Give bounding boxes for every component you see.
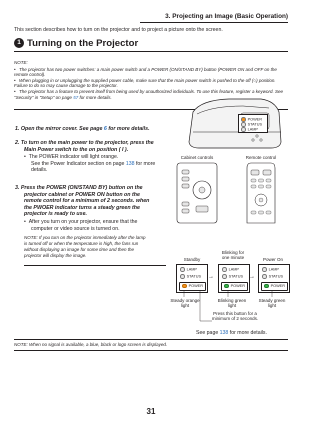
bullet-icon: • bbox=[14, 66, 16, 72]
note-rule bbox=[24, 265, 166, 266]
note-item: • The projector has two power switches: a main power switch and a POWER (ON/STAND BY) button (POWER ON and OFF on the remote control). bbox=[14, 66, 277, 78]
note-block bbox=[14, 60, 290, 100]
standby-indicator-panel: LAMP STATUS POWER bbox=[176, 264, 208, 293]
step-3-bullet-line-2: computer or video source is turned on. bbox=[31, 225, 120, 232]
lamp-led-icon bbox=[241, 127, 246, 132]
status-led-icon bbox=[241, 122, 246, 127]
cabinet-controls-label: Cabinet controls bbox=[180, 155, 214, 160]
power-led-icon bbox=[241, 117, 246, 122]
cabinet-controls-illustration bbox=[176, 162, 218, 224]
page-number: 31 bbox=[146, 407, 156, 416]
lamp-led-icon bbox=[222, 267, 227, 272]
step-2-bullet-line-3: details. bbox=[31, 167, 48, 173]
page-link[interactable]: 138 bbox=[219, 330, 229, 336]
section-header: 3. Projecting an Image (Basic Operation) bbox=[165, 13, 288, 20]
blinking-green-caption: Blinking green light bbox=[217, 298, 247, 309]
blinking-label: Blinking for one minute bbox=[221, 250, 245, 261]
heading-rule bbox=[14, 51, 288, 52]
power-button[interactable]: POWER bbox=[221, 282, 248, 291]
lamp-led-icon bbox=[262, 267, 267, 272]
step-3-line-2: projector cabinet or POWER ON button on the bbox=[24, 191, 140, 198]
step-3-line-3: remote control for a minimum of 2 seconds. when bbox=[24, 198, 150, 204]
bullet-icon: • bbox=[24, 219, 29, 225]
lamp-led-icon bbox=[180, 267, 185, 272]
standby-label: Standby bbox=[183, 257, 201, 262]
step-3-line-4: the PWOER indicator turns a steady green the bbox=[24, 204, 140, 211]
power-button[interactable]: POWER bbox=[261, 282, 288, 291]
note-item: • The projector has a feature to prevent itself from being used by unauthorized individuals. To use this feature, register a keyword. See "Security" in "Setup" on page 57 for more details. bbox=[14, 88, 283, 100]
power-button[interactable]: POWER bbox=[179, 282, 206, 291]
note-item: • When plugging in or unplugging the supplied power cable, make sure that the main power switch is pushed to the off (○) position. Failure to do so may cause damage to the projector. bbox=[14, 77, 276, 89]
power-led-blinking-green-icon bbox=[224, 284, 229, 289]
step-2-bullet-line-2: See the Power Indicator section on page 138 for more bbox=[31, 160, 156, 167]
bullet-icon: • bbox=[14, 88, 16, 94]
arrow-right-icon: → bbox=[208, 274, 214, 280]
step-3-bullet: • After you turn on your projector, ensure that the bbox=[24, 219, 138, 225]
blinking-indicator-panel: LAMP STATUS POWER bbox=[218, 264, 250, 293]
note-title: NOTE: bbox=[14, 60, 28, 65]
status-led-icon bbox=[180, 274, 185, 279]
step-1: 1. Open the mirror cover. See page 6 for more details. bbox=[15, 126, 150, 132]
steady-green-caption: Steady green light bbox=[258, 298, 286, 309]
status-led-icon bbox=[222, 274, 227, 279]
power-led-green-icon bbox=[264, 284, 269, 289]
intro-text: This section describes how to turn on the projector and to project a picture onto the screen. bbox=[14, 27, 223, 33]
bottom-note: NOTE: When no signal is available, a blue, black or logo screen is displayed. bbox=[14, 342, 168, 347]
bottom-note-rule-top bbox=[14, 339, 288, 340]
steady-orange-caption: Steady orange light bbox=[170, 298, 200, 309]
remote-control-illustration bbox=[246, 162, 276, 224]
power-on-label: Power On bbox=[262, 257, 283, 262]
step-3-note: NOTE: If you turn on the projector immediately after the lamp is turned off or when the temperature is high, the fans run without displaying an image for some time and then the projector will display the image. bbox=[24, 235, 146, 258]
section-heading: Turning on the Projector bbox=[27, 37, 139, 49]
step-2-line-2: Main Power switch to the on position ( I ). bbox=[24, 146, 129, 153]
step-3-line-5: projector is ready to use. bbox=[24, 211, 87, 217]
power-led-orange-icon bbox=[182, 284, 187, 289]
power-on-indicator-panel: LAMP STATUS POWER bbox=[258, 264, 290, 293]
step-2-bullet: • The POWER indicator will light orange. bbox=[24, 154, 119, 160]
press-button-caption: Press this button for a minimum of 2 seconds. bbox=[211, 311, 259, 322]
remote-control-label: Remote control bbox=[245, 155, 277, 160]
projector-illustration bbox=[183, 96, 288, 151]
page-link[interactable]: 138 bbox=[125, 160, 135, 167]
indicator-callout: POWER STATUS LAMP bbox=[238, 114, 268, 133]
header-rule bbox=[140, 22, 288, 23]
bullet-icon: • bbox=[14, 77, 16, 83]
arrow-right-icon: → bbox=[249, 274, 255, 280]
page-link[interactable]: 57 bbox=[73, 94, 79, 100]
bullet-icon: • bbox=[24, 154, 29, 160]
see-page-text: See page 138 for more details. bbox=[196, 330, 267, 336]
step-2-line-1: 2. To turn on the main power to the projector, press the bbox=[15, 140, 154, 146]
status-led-icon bbox=[262, 274, 267, 279]
bottom-note-rule bbox=[14, 350, 288, 351]
heading-number-badge: 1 bbox=[14, 38, 24, 48]
step-3-line-1: 3. Press the POWER (ON/STAND BY) button on the bbox=[15, 185, 143, 191]
page-link[interactable]: 6 bbox=[103, 126, 107, 132]
